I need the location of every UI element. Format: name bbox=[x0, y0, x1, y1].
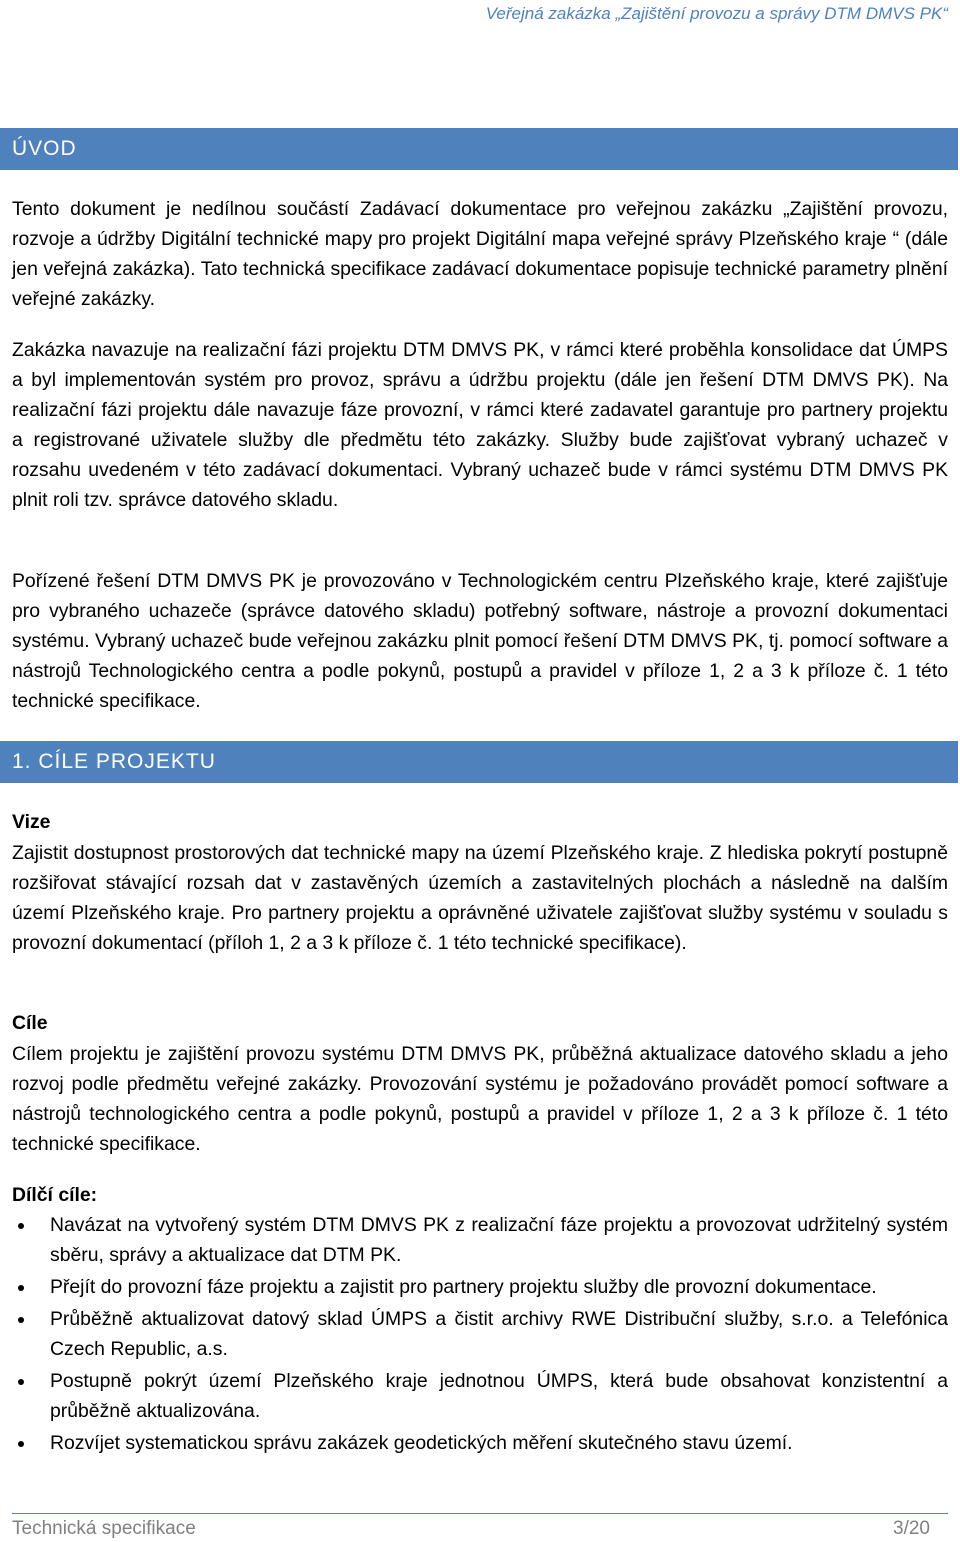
list-item bbox=[0, 1210, 948, 1270]
bullet-icon bbox=[18, 1285, 24, 1291]
footer-page-number: 3/20 bbox=[893, 1518, 930, 1539]
bullet-icon bbox=[18, 1379, 24, 1385]
section-heading-goals: 1. CÍLE PROJEKTU bbox=[0, 741, 958, 783]
intro-paragraph-2: Zakázka navazuje na realizační fázi projektu DTM DMVS PK, v rámci které proběhla konsolidace dat ÚMPS a byl implementován systém pro provoz, správu a údržbu projektu (dále jen řešení DTM DMVS PK). Na realizační fázi projektu dále navazuje fáze provozní, v rámci které zadavatel garantuje pro partnery projektu a registrované uživatele služby dle předmětu této zakázky. Služby bude zajišťovat vybraný uchazeč v rozsahu uvedeném v této zadávací dokumentaci. Vybraný uchazeč bude v rámci systému DTM DMVS PK plnit roli tzv. správce datového skladu. bbox=[12, 339, 948, 511]
running-header: Veřejná zakázka „Zajištění provozu a správy DTM DMVS PK“ bbox=[485, 4, 948, 23]
vize-paragraph: Zajistit dostupnost prostorových dat technické mapy na území Plzeňského kraje. Z hlediska pokrytí postupně rozšiřovat stávající rozsah dat v zastavěných územích a zastavitelných plochách a následně na dalším území Plzeňského kraje. Pro partnery projektu a oprávněné uživatele zajišťovat služby systému v souladu s provozní dokumentací (příloh 1, 2 a 3 k příloze č. 1 této technické specifikace). bbox=[12, 842, 948, 954]
footer-divider bbox=[12, 1513, 948, 1514]
list-item-text: Navázat na vytvořený systém DTM DMVS PK z realizační fáze projektu a provozovat udržitelný systém sběru, správy a aktualizace dat DTM PK. bbox=[50, 1214, 948, 1266]
list-item bbox=[0, 1428, 948, 1458]
list-item-text: Postupně pokrýt území Plzeňského kraje jednotnou ÚMPS, která bude obsahovat konzistentní a průběžně aktualizována. bbox=[50, 1370, 948, 1422]
list-item-text: Průběžně aktualizovat datový sklad ÚMPS a čistit archivy RWE Distribuční služby, s.r.o. a Telefónica Czech Republic, a.s. bbox=[50, 1308, 948, 1360]
dilci-cile-heading: Dílčí cíle: bbox=[12, 1184, 98, 1206]
cile-paragraph: Cílem projektu je zajištění provozu systému DTM DMVS PK, průběžná aktualizace datového skladu a jeho rozvoj podle předmětu veřejné zakázky. Provozování systému je požadováno provádět pomocí software a nástrojů technologického centra a podle pokynů, postupů a pravidel v příloze 1, 2 a 3 k příloze č. 1 této technické specifikace. bbox=[12, 1043, 948, 1155]
bullet-icon bbox=[18, 1317, 24, 1323]
section-heading-intro: ÚVOD bbox=[0, 128, 958, 170]
list-item bbox=[0, 1366, 948, 1426]
vize-heading: Vize bbox=[12, 811, 51, 833]
list-item-text: Přejít do provozní fáze projektu a zajistit pro partnery projektu služby dle provozní dokumentace. bbox=[50, 1276, 877, 1298]
sub-goals-list bbox=[0, 1210, 948, 1460]
intro-paragraph-1: Tento dokument je nedílnou součástí Zadávací dokumentace pro veřejnou zakázku „Zajištění provozu, rozvoje a údržby Digitální technické mapy pro projekt Digitální mapa veřejné správy Plzeňského kraje “ (dále jen veřejná zakázka). Tato technická specifikace zadávací dokumentace popisuje technické parametry plnění veřejné zakázky. bbox=[12, 198, 948, 310]
intro-paragraph-3: Pořízené řešení DTM DMVS PK je provozováno v Technologickém centru Plzeňského kraje, které zajišťuje pro vybraného uchazeče (správce datového skladu) potřebný software, nástroje a provozní dokumentaci systému. Vybraný uchazeč bude veřejnou zakázku plnit pomocí řešení DTM DMVS PK, tj. pomocí software a nástrojů Technologického centra a podle pokynů, postupů a pravidel v příloze 1, 2 a 3 k příloze č. 1 této technické specifikace. bbox=[12, 570, 948, 712]
cile-heading: Cíle bbox=[12, 1012, 48, 1034]
footer-document-name: Technická specifikace bbox=[12, 1518, 196, 1539]
bullet-icon bbox=[18, 1441, 24, 1447]
list-item-text: Rozvíjet systematickou správu zakázek geodetických měření skutečného stavu území. bbox=[50, 1432, 793, 1454]
list-item bbox=[0, 1272, 948, 1302]
bullet-icon bbox=[18, 1223, 24, 1229]
list-item bbox=[0, 1304, 948, 1364]
